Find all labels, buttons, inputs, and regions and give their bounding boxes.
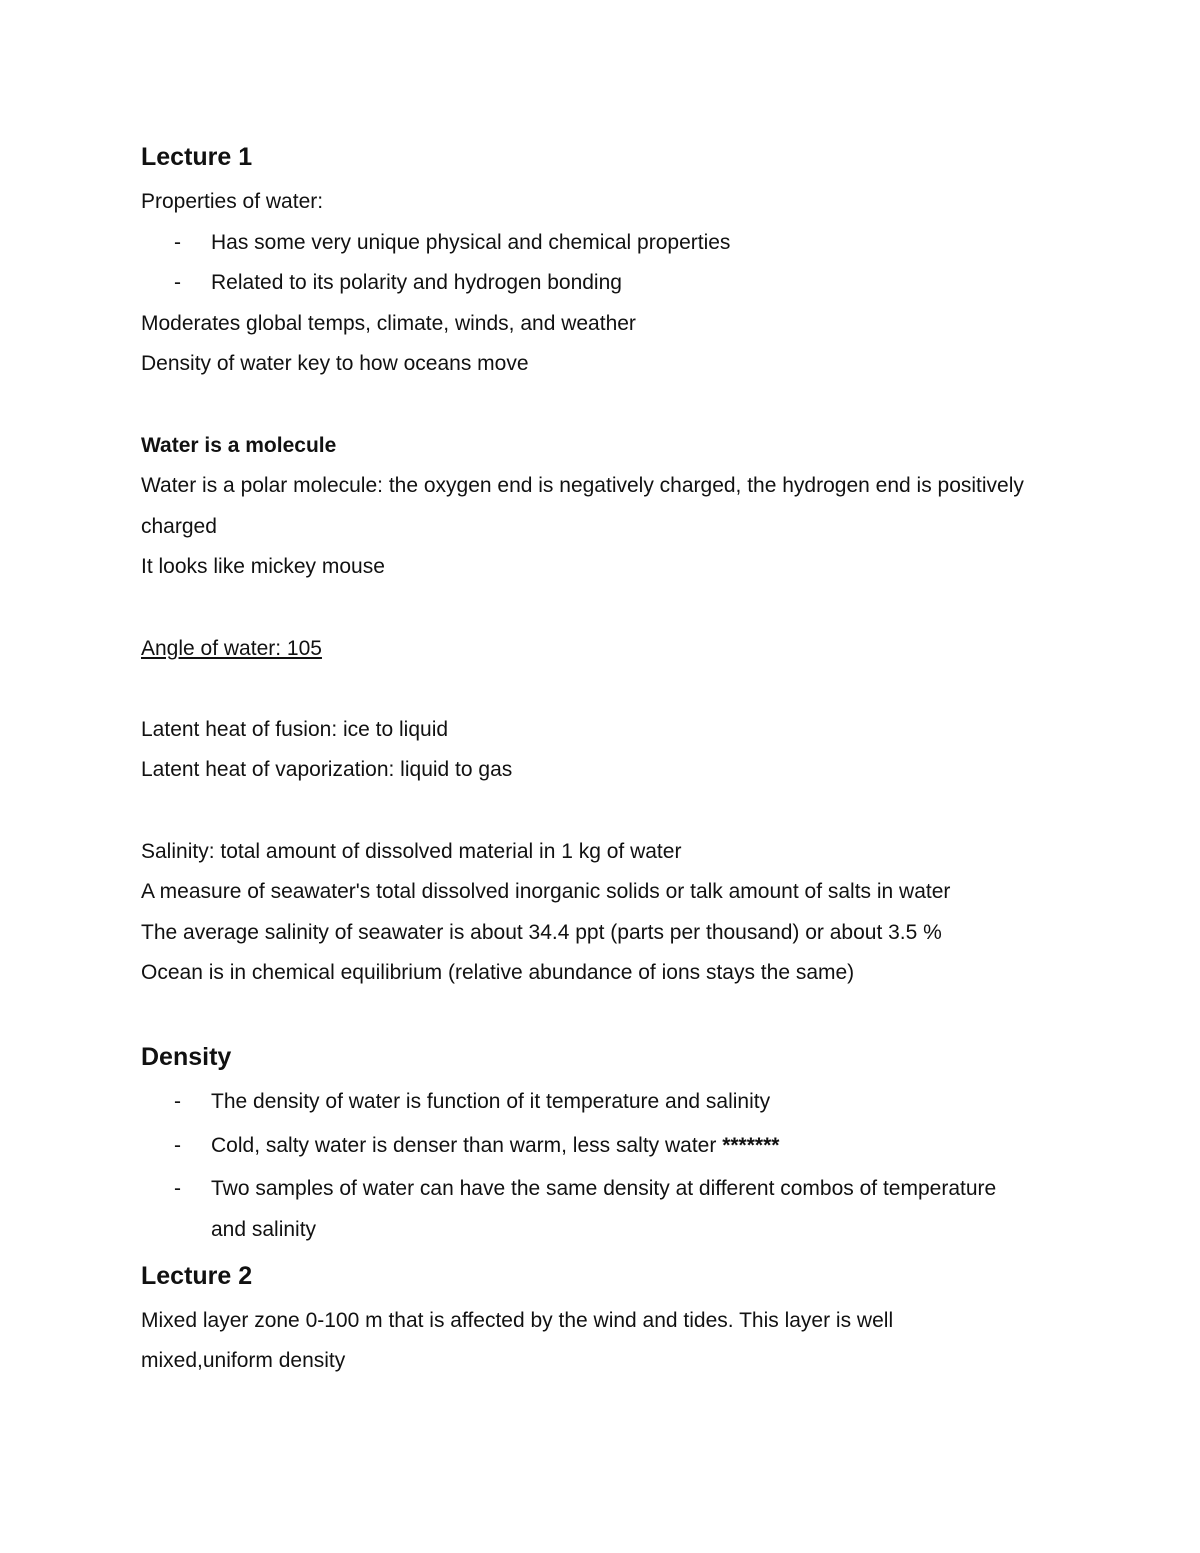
latent-vaporization-line: Latent heat of vaporization: liquid to gas [141, 758, 513, 782]
emphasis-stars: ******* [722, 1134, 780, 1158]
properties-list [141, 223, 1061, 304]
document-page [141, 138, 1061, 1382]
dash-bullet: - [174, 271, 181, 295]
list-item-text: Cold, salty water is denser than warm, less salty water [211, 1134, 717, 1158]
molecule-heading: Water is a molecule [141, 433, 337, 457]
list-item-text: Related to its polarity and hydrogen bonding [211, 271, 622, 295]
spacer [141, 994, 1061, 1038]
dash-bullet: - [174, 1134, 181, 1158]
lecture-2-heading: Lecture 2 [141, 1261, 253, 1290]
salinity-average: The average salinity of seawater is about 34.4 ppt (parts per thousand) or about 3.5 % [141, 920, 942, 944]
dash-bullet: - [174, 230, 181, 254]
salinity-measure: A measure of seawater's total dissolved inorganic solids or talk amount of salts in water [141, 880, 951, 904]
list-item [141, 1169, 1001, 1250]
lecture-1-heading: Lecture 1 [141, 143, 253, 171]
spacer [141, 588, 1061, 629]
spacer [141, 669, 1061, 710]
dash-bullet: - [174, 1177, 181, 1201]
density-heading: Density [141, 1042, 232, 1071]
density-key-line: Density of water key to how oceans move [141, 352, 529, 376]
moderates-line: Moderates global temps, climate, winds, and weather [141, 311, 636, 335]
spacer [141, 791, 1061, 832]
list-item [141, 223, 1061, 264]
list-item-text: The density of water is function of it temperature and salinity [211, 1089, 771, 1113]
spacer [141, 385, 1061, 426]
list-item-text: Has some very unique physical and chemical properties [211, 230, 731, 254]
angle-of-water-text: Angle of water: 105 [141, 636, 322, 660]
mickey-mouse-line: It looks like mickey mouse [141, 555, 385, 579]
list-item-text: Two samples of water can have the same density at different combos of temperature and salinity [211, 1177, 997, 1242]
properties-heading: Properties of water: [141, 190, 324, 213]
polar-molecule-text: Water is a polar molecule: the oxygen end is negatively charged, the hydrogen end is positively charged [141, 474, 1024, 538]
mixed-layer-text: Mixed layer zone 0-100 m that is affected by the wind and tides. This layer is well mixed,uniform density [141, 1308, 894, 1373]
list-item [141, 1122, 1061, 1169]
list-item [141, 263, 1061, 304]
salinity-definition: Salinity: total amount of dissolved material in 1 kg of water [141, 839, 682, 863]
latent-fusion-line: Latent heat of fusion: ice to liquid [141, 717, 449, 741]
angle-of-water [141, 629, 1061, 670]
density-list [141, 1082, 1061, 1251]
list-item [141, 1082, 1061, 1123]
chemical-equilibrium: Ocean is in chemical equilibrium (relative abundance of ions stays the same) [141, 961, 855, 985]
dash-bullet: - [174, 1089, 181, 1113]
